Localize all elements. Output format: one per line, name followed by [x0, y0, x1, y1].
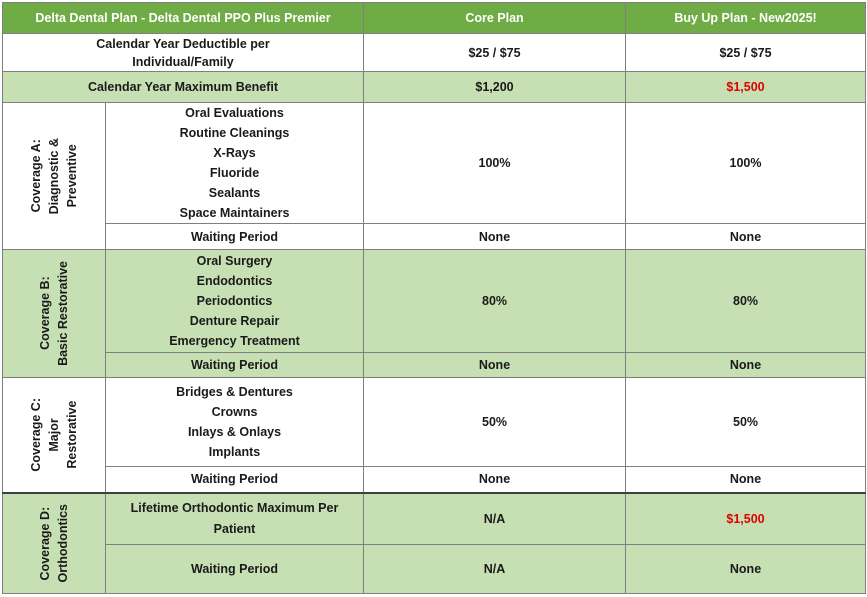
service-item: Denture Repair — [189, 314, 280, 328]
coverage-c-waiting-label: Waiting Period — [106, 467, 364, 493]
coverage-c-title-cell — [3, 378, 106, 493]
coverage-a-waiting-core: None — [364, 224, 626, 250]
service-item: Inlays & Onlays — [187, 425, 282, 439]
service-item: Space Maintainers — [179, 206, 290, 220]
coverage-b-waiting-core: None — [364, 353, 626, 378]
maximum-benefit-row — [3, 72, 866, 103]
coverage-d-service — [106, 493, 364, 545]
coverage-a-title: Coverage A: Diagnostic & Preventive — [29, 137, 79, 215]
coverage-c-waiting-row — [3, 467, 866, 493]
coverage-d-maximum-row — [3, 493, 866, 545]
coverage-d-waiting-buy-up: None — [626, 545, 866, 594]
coverage-c-services — [106, 378, 364, 467]
maximum-benefit-core: $1,200 — [364, 72, 626, 103]
coverage-a-waiting-row — [3, 224, 866, 250]
coverage-a-buy-up: 100% — [626, 103, 866, 224]
coverage-a-waiting-label: Waiting Period — [106, 224, 364, 250]
coverage-d-title: Coverage D: Orthodontics — [38, 504, 70, 583]
deductible-label-text: Calendar Year Deductible per Individual/Family — [96, 36, 270, 69]
service-item: Bridges & Dentures — [176, 385, 293, 399]
coverage-a-waiting-buy-up: None — [626, 224, 866, 250]
coverage-d-core: N/A — [364, 493, 626, 545]
buy-up-plan-header: Buy Up Plan - New2025! — [626, 3, 866, 34]
dental-benefits-table — [2, 2, 866, 594]
service-item: Fluoride — [209, 166, 260, 180]
coverage-a-services — [106, 103, 364, 224]
coverage-c-waiting-core: None — [364, 467, 626, 493]
maximum-benefit-label: Calendar Year Maximum Benefit — [3, 72, 364, 103]
coverage-b-core: 80% — [364, 250, 626, 353]
coverage-b-title: Coverage B: Basic Restorative — [38, 261, 70, 366]
coverage-c-waiting-buy-up: None — [626, 467, 866, 493]
deductible-buy-up: $25 / $75 — [626, 34, 866, 72]
coverage-d-service-text: Lifetime Orthodontic Maximum Per Patient — [130, 500, 339, 536]
coverage-d-buy-up: $1,500 — [626, 493, 866, 545]
deductible-core: $25 / $75 — [364, 34, 626, 72]
service-item: Implants — [208, 445, 261, 459]
service-item: X-Rays — [213, 146, 256, 160]
header-row — [3, 3, 866, 34]
coverage-d-title-cell — [3, 493, 106, 594]
coverage-b-services-row — [3, 250, 866, 353]
coverage-b-waiting-buy-up: None — [626, 353, 866, 378]
deductible-row — [3, 34, 866, 72]
coverage-d-waiting-row — [3, 545, 866, 594]
coverage-a-title-cell — [3, 103, 106, 250]
coverage-c-core: 50% — [364, 378, 626, 467]
maximum-benefit-buy-up: $1,500 — [626, 72, 866, 103]
plan-title-header: Delta Dental Plan - Delta Dental PPO Plus Premier — [3, 3, 364, 34]
coverage-b-waiting-label: Waiting Period — [106, 353, 364, 378]
service-item: Crowns — [211, 405, 258, 419]
service-item: Oral Surgery — [196, 254, 273, 268]
service-item: Routine Cleanings — [179, 126, 290, 140]
deductible-label — [3, 34, 364, 72]
coverage-b-services — [106, 250, 364, 353]
service-item: Sealants — [208, 186, 261, 200]
service-item: Oral Evaluations — [185, 106, 284, 120]
coverage-c-title: Coverage C: Major Restorative — [29, 397, 79, 472]
service-item: Endodontics — [196, 274, 273, 288]
coverage-d-waiting-label: Waiting Period — [106, 545, 364, 594]
coverage-a-services-row — [3, 103, 866, 224]
coverage-b-buy-up: 80% — [626, 250, 866, 353]
core-plan-header: Core Plan — [364, 3, 626, 34]
coverage-a-core: 100% — [364, 103, 626, 224]
coverage-c-services-row — [3, 378, 866, 467]
service-item: Periodontics — [196, 294, 273, 308]
coverage-c-buy-up: 50% — [626, 378, 866, 467]
coverage-b-waiting-row — [3, 353, 866, 378]
coverage-b-title-cell — [3, 250, 106, 378]
service-item: Emergency Treatment — [169, 334, 300, 348]
coverage-d-waiting-core: N/A — [364, 545, 626, 594]
